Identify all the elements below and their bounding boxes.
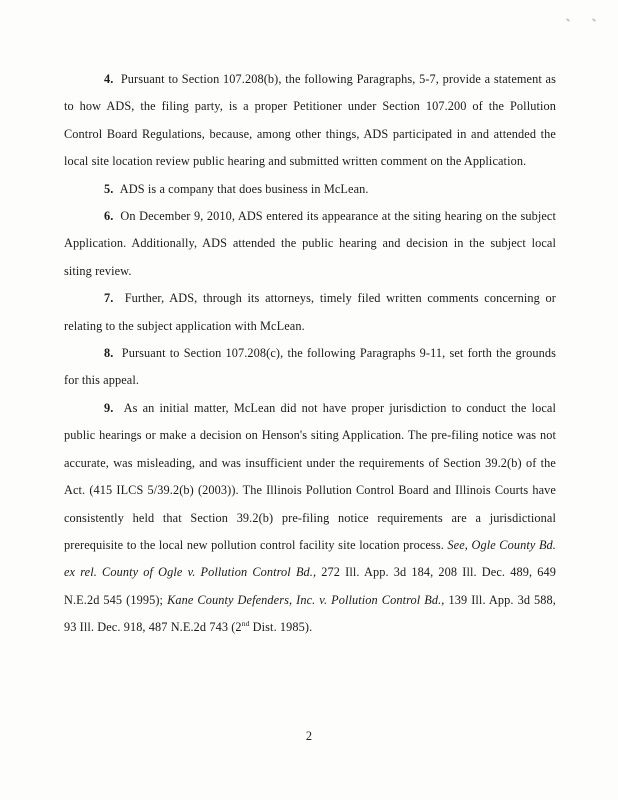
body-text: 272 Ill. App. 3d 184, 208 Ill. Dec. 489, 649 N.E.2d 545 (1995);: [64, 565, 556, 607]
body-text: ADS is a company that does business in McLean.: [119, 181, 369, 196]
document-body: [64, 66, 556, 642]
paragraph: [64, 176, 556, 203]
paragraph-number: 7.: [104, 291, 114, 306]
paragraph-number: 5.: [104, 181, 114, 196]
paragraph: [64, 285, 556, 340]
scan-speck-icon: [566, 18, 570, 22]
body-text: As an initial matter, McLean did not have proper jurisdiction to conduct the local public hearings or make a decision on Henson's siting Application. The pre-filing notice was not accurate, was misleading, and was insufficient under the requirements of Section 39.2(b) of the Act. (415 ILCS 5/39.2(b) (2003)). The Illinois Pollution Control Board and Illinois Courts have consistently held that Section 39.2(b) pre-filing notice requirements are a jurisdictional prerequisite to the local new pollution control facility site location process.: [64, 400, 556, 552]
body-text: Pursuant to Section 107.208(b), the following Paragraphs, 5-7, provide a statement as to how ADS, the filing party, is a proper Petitioner under Section 107.200 of the Pollution Control Board Regulations, because, among other things, ADS participated in and attended the local site location review public hearing and submitted written comment on the Application.: [64, 72, 556, 169]
page-number: 2: [305, 729, 313, 743]
body-text: Pursuant to Section 107.208(c), the following Paragraphs 9-11, set forth the grounds for this appeal.: [64, 346, 556, 388]
paragraph: [64, 66, 556, 176]
ordinal-superscript: nd: [241, 619, 250, 629]
paragraph-number: 8.: [104, 346, 114, 361]
paragraph-number: 4.: [104, 72, 114, 86]
citation-text: See, Ogle County Bd. ex rel. County of Ogle v. Pollution Control Bd.,: [64, 537, 556, 580]
paragraph: [64, 203, 556, 285]
body-text: On December 9, 2010, ADS entered its appearance at the siting hearing on the subject Application. Additionally, ADS attended the public hearing and decision in the subject local siting review.: [64, 209, 556, 278]
body-text: Further, ADS, through its attorneys, timely filed written comments concerning or relating to the subject application with McLean.: [64, 291, 556, 333]
scan-speck-icon: [592, 18, 596, 22]
paragraph: [64, 340, 556, 395]
paragraph-number: 9.: [104, 400, 114, 415]
paragraph-number: 6.: [104, 209, 114, 224]
body-text: 139 Ill. App. 3d 588, 93 Ill. Dec. 918, 487 N.E.2d 743 (2: [64, 592, 556, 635]
citation-text: Kane County Defenders, Inc. v. Pollution Control Bd.,: [167, 592, 445, 607]
paragraph: [64, 395, 556, 642]
body-text: Dist. 1985).: [249, 620, 313, 635]
